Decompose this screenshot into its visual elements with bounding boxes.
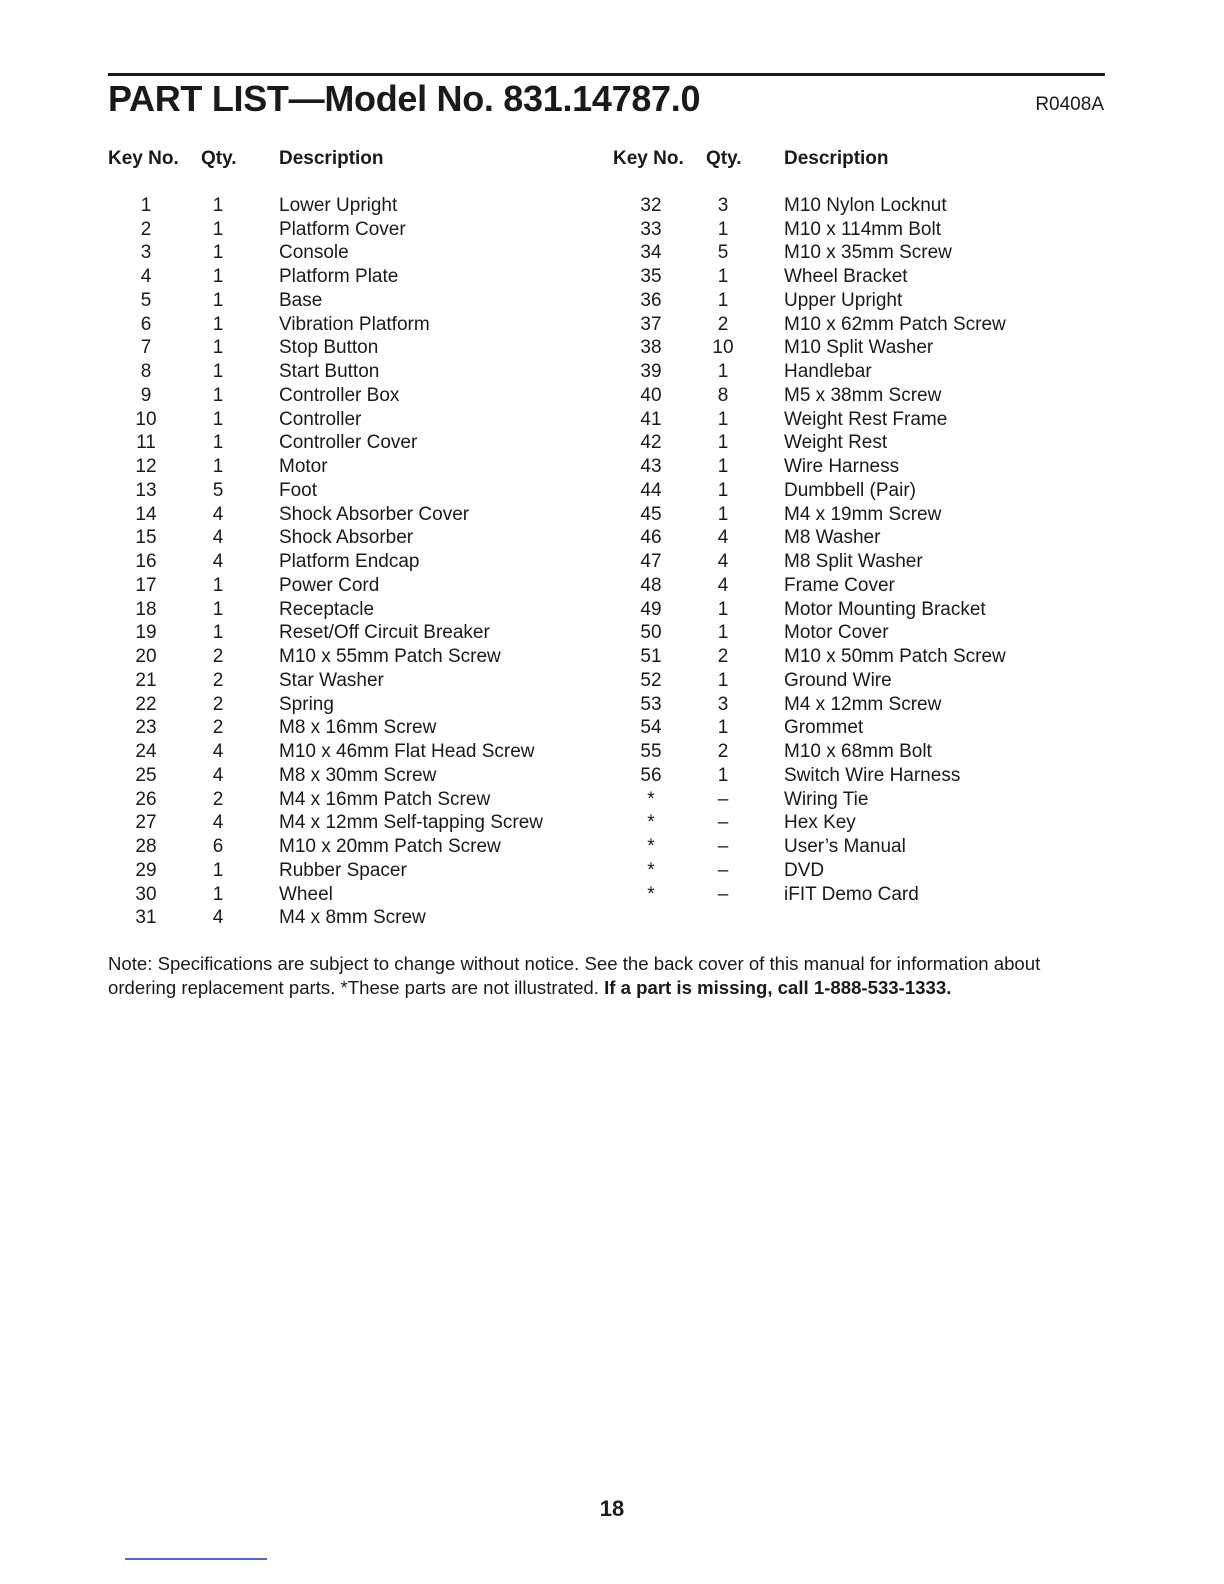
part-description: Grommet [784, 717, 864, 739]
part-row [613, 812, 1103, 836]
header-qty: Qty. [706, 148, 742, 169]
part-description: Controller Box [279, 384, 400, 406]
part-description: Dumbbell (Pair) [784, 479, 916, 501]
part-row [108, 717, 598, 741]
part-qty: 1 [717, 717, 729, 739]
part-key-no: 45 [640, 503, 662, 525]
part-qty: 6 [212, 836, 224, 858]
part-key-no: 39 [640, 361, 662, 383]
header-description: Description [784, 148, 889, 169]
part-description: Hex Key [784, 812, 856, 834]
part-key-no: 26 [135, 788, 157, 810]
part-key-no: 14 [135, 503, 157, 525]
part-description: Foot [279, 479, 318, 501]
part-row [108, 669, 598, 693]
part-key-no: 8 [140, 361, 152, 383]
part-row [613, 242, 1103, 266]
part-key-no: 9 [140, 384, 152, 406]
part-description: Ground Wire [784, 669, 892, 691]
part-qty: 1 [717, 598, 729, 620]
part-row [613, 360, 1103, 384]
part-qty: 2 [717, 741, 729, 763]
column-header [108, 148, 598, 184]
part-key-no: 24 [135, 741, 157, 763]
part-key-no: 36 [640, 289, 662, 311]
part-description: M4 x 12mm Self-tapping Screw [279, 812, 543, 834]
part-qty: 1 [212, 408, 224, 430]
part-row [613, 289, 1103, 313]
part-row [613, 788, 1103, 812]
part-key-no: 37 [640, 313, 662, 335]
part-row [613, 432, 1103, 456]
part-description: Start Button [279, 361, 380, 383]
part-row [613, 194, 1103, 218]
part-description: M8 Split Washer [784, 551, 923, 573]
part-key-no: 30 [135, 883, 157, 905]
part-qty: 4 [212, 907, 224, 929]
part-qty: 4 [717, 551, 729, 573]
part-qty: 5 [717, 242, 729, 264]
part-description: M10 x 46mm Flat Head Screw [279, 741, 535, 763]
part-row [108, 883, 598, 907]
part-qty: 1 [212, 194, 224, 216]
part-description: M10 x 55mm Patch Screw [279, 646, 501, 668]
part-key-no: 41 [640, 408, 662, 430]
part-qty: – [717, 836, 729, 858]
part-row [108, 835, 598, 859]
part-row [613, 550, 1103, 574]
part-key-no: 46 [640, 527, 662, 549]
part-description: Weight Rest Frame [784, 408, 948, 430]
parts-rows-left [108, 194, 598, 930]
part-qty: 1 [212, 218, 224, 240]
part-row [613, 693, 1103, 717]
part-description: M4 x 12mm Screw [784, 693, 942, 715]
part-row [613, 574, 1103, 598]
part-row [108, 313, 598, 337]
part-description: M8 x 30mm Screw [279, 764, 437, 786]
part-qty: 1 [717, 266, 729, 288]
part-key-no: 6 [140, 313, 152, 335]
part-qty: 8 [717, 384, 729, 406]
part-description: Weight Rest [784, 432, 888, 454]
part-key-no: 10 [135, 408, 157, 430]
part-row [108, 360, 598, 384]
part-qty: 3 [717, 194, 729, 216]
part-key-no: 13 [135, 479, 157, 501]
part-row [108, 788, 598, 812]
part-qty: 2 [212, 646, 224, 668]
part-row [613, 598, 1103, 622]
part-key-no: 22 [135, 693, 157, 715]
part-qty: 1 [717, 432, 729, 454]
part-key-no: 28 [135, 836, 157, 858]
part-key-no: * [647, 883, 655, 905]
part-key-no: 7 [140, 337, 152, 359]
page-number: 18 [599, 1496, 625, 1521]
part-key-no: 4 [140, 266, 152, 288]
part-key-no: 18 [135, 598, 157, 620]
part-qty: 1 [212, 432, 224, 454]
part-qty: 1 [717, 503, 729, 525]
part-row [613, 503, 1103, 527]
part-qty: 4 [212, 812, 224, 834]
part-key-no: 44 [640, 479, 662, 501]
part-qty: – [717, 883, 729, 905]
part-row [108, 550, 598, 574]
part-qty: 1 [717, 408, 729, 430]
part-qty: 3 [717, 693, 729, 715]
part-description: M10 Nylon Locknut [784, 194, 947, 216]
part-row [613, 645, 1103, 669]
part-qty: 2 [212, 717, 224, 739]
part-row [613, 669, 1103, 693]
part-key-no: 19 [135, 622, 157, 644]
parts-rows-right [613, 194, 1103, 907]
part-description: Receptacle [279, 598, 375, 620]
part-description: Platform Endcap [279, 551, 420, 573]
part-description: Power Cord [279, 574, 380, 596]
part-key-no: 2 [140, 218, 152, 240]
part-qty: 2 [717, 646, 729, 668]
part-key-no: 50 [640, 622, 662, 644]
part-description: Shock Absorber Cover [279, 503, 470, 525]
part-description: M8 x 16mm Screw [279, 717, 437, 739]
bottom-underline [125, 1558, 267, 1560]
part-qty: 2 [212, 693, 224, 715]
part-qty: 1 [212, 456, 224, 478]
part-qty: 2 [212, 788, 224, 810]
part-row [108, 764, 598, 788]
part-description: Handlebar [784, 361, 872, 383]
part-description: M4 x 16mm Patch Screw [279, 788, 491, 810]
part-description: M10 x 114mm Bolt [784, 218, 941, 240]
part-key-no: 55 [640, 741, 662, 763]
part-qty: 1 [717, 361, 729, 383]
part-key-no: 38 [640, 337, 662, 359]
part-qty: 4 [717, 574, 729, 596]
page-title: PART LIST—Model No. 831.14787.0 [108, 78, 701, 119]
part-description: Controller Cover [279, 432, 418, 454]
part-key-no: 23 [135, 717, 157, 739]
part-key-no: 20 [135, 646, 157, 668]
part-row [108, 265, 598, 289]
part-key-no: 5 [140, 289, 152, 311]
part-row [108, 479, 598, 503]
part-row [613, 835, 1103, 859]
part-description: M10 x 68mm Bolt [784, 741, 932, 763]
part-row [613, 265, 1103, 289]
part-description: M4 x 8mm Screw [279, 907, 426, 929]
header-key-no: Key No. [613, 148, 684, 169]
part-description: Motor [279, 456, 328, 478]
parts-column-left [108, 148, 598, 930]
part-qty: 1 [717, 456, 729, 478]
part-key-no: 34 [640, 242, 662, 264]
part-description: Rubber Spacer [279, 859, 407, 881]
part-qty: 1 [212, 859, 224, 881]
part-row [613, 218, 1103, 242]
header-key-no: Key No. [108, 148, 179, 169]
part-qty: – [717, 859, 729, 881]
part-description: Wire Harness [784, 456, 900, 478]
header-description: Description [279, 148, 384, 169]
part-description: Upper Upright [784, 289, 903, 311]
part-key-no: 49 [640, 598, 662, 620]
part-description: M10 x 20mm Patch Screw [279, 836, 501, 858]
part-qty: 10 [712, 337, 734, 359]
part-description: M4 x 19mm Screw [784, 503, 942, 525]
part-qty: 1 [212, 337, 224, 359]
part-row [613, 384, 1103, 408]
part-key-no: 11 [136, 432, 156, 454]
part-key-no: 17 [135, 574, 157, 596]
part-key-no: 32 [640, 194, 662, 216]
part-description: User’s Manual [784, 836, 906, 858]
part-key-no: 52 [640, 669, 662, 691]
part-row [613, 859, 1103, 883]
part-qty: 1 [717, 218, 729, 240]
part-row [108, 242, 598, 266]
title-rule [108, 73, 1105, 76]
part-description: Stop Button [279, 337, 379, 359]
part-key-no: 33 [640, 218, 662, 240]
part-row [108, 503, 598, 527]
part-row [108, 740, 598, 764]
part-row [108, 598, 598, 622]
part-key-no: 43 [640, 456, 662, 478]
part-key-no: 1 [140, 194, 152, 216]
part-key-no: 15 [135, 527, 157, 549]
part-description: M10 x 62mm Patch Screw [784, 313, 1006, 335]
part-row [613, 740, 1103, 764]
note-paragraph [108, 952, 1108, 1000]
part-key-no: 16 [135, 551, 157, 573]
note-text: Note: Specifications are subject to change without notice. See the back cover of this manual for information about ordering replacement parts. *These parts are not illustrated. [108, 953, 1041, 998]
part-key-no: 56 [640, 764, 662, 786]
part-qty: 4 [212, 527, 224, 549]
part-row [108, 194, 598, 218]
part-qty: – [717, 788, 729, 810]
part-qty: 5 [212, 479, 224, 501]
part-key-no: 31 [135, 907, 157, 929]
part-qty: 1 [717, 289, 729, 311]
part-description: Spring [279, 693, 334, 715]
part-description: Motor Cover [784, 622, 889, 644]
part-row [108, 455, 598, 479]
part-key-no: 3 [140, 242, 152, 264]
part-qty: 1 [212, 622, 224, 644]
part-key-no: 29 [135, 859, 157, 881]
part-description: Switch Wire Harness [784, 764, 961, 786]
part-qty: 1 [212, 289, 224, 311]
part-qty: 4 [212, 764, 224, 786]
part-qty: 1 [717, 669, 729, 691]
part-qty: 1 [212, 384, 224, 406]
part-description: DVD [784, 859, 825, 881]
part-key-no: * [647, 859, 655, 881]
part-row [108, 859, 598, 883]
part-key-no: 47 [640, 551, 662, 573]
part-row [613, 479, 1103, 503]
part-description: M10 x 50mm Patch Screw [784, 646, 1006, 668]
part-description: Console [279, 242, 349, 264]
part-qty: 1 [212, 361, 224, 383]
part-qty: 1 [212, 266, 224, 288]
part-row [613, 337, 1103, 361]
part-row [108, 527, 598, 551]
note-missing-part: If a part is missing, call 1-888-533-1333. [604, 977, 952, 998]
part-key-no: 51 [640, 646, 662, 668]
part-row [108, 622, 598, 646]
part-key-no: 21 [135, 669, 157, 691]
part-description: Star Washer [279, 669, 384, 691]
part-row [108, 812, 598, 836]
part-row [108, 218, 598, 242]
part-row [108, 907, 598, 931]
part-qty: 1 [717, 764, 729, 786]
part-qty: 2 [717, 313, 729, 335]
part-row [613, 313, 1103, 337]
part-row [108, 289, 598, 313]
part-qty: 4 [212, 551, 224, 573]
part-description: Motor Mounting Bracket [784, 598, 986, 620]
part-row [108, 432, 598, 456]
part-qty: 1 [212, 313, 224, 335]
part-description: M10 Split Washer [784, 337, 934, 359]
part-qty: 1 [717, 479, 729, 501]
part-qty: 2 [212, 669, 224, 691]
part-row [108, 693, 598, 717]
part-key-no: * [647, 788, 655, 810]
part-key-no: * [647, 812, 655, 834]
part-row [613, 764, 1103, 788]
part-key-no: 53 [640, 693, 662, 715]
part-row [108, 408, 598, 432]
part-description: Wheel Bracket [784, 266, 908, 288]
part-row [613, 408, 1103, 432]
part-description: Base [279, 289, 323, 311]
part-description: Reset/Off Circuit Breaker [279, 622, 490, 644]
part-key-no: 54 [640, 717, 662, 739]
parts-column-right [613, 148, 1103, 907]
part-qty: 1 [212, 598, 224, 620]
part-row [108, 384, 598, 408]
part-row [613, 455, 1103, 479]
part-row [613, 527, 1103, 551]
part-description: Vibration Platform [279, 313, 430, 335]
column-header [613, 148, 1103, 184]
part-description: Platform Plate [279, 266, 399, 288]
part-key-no: 40 [640, 384, 662, 406]
document-code: R0408A [1035, 94, 1104, 115]
header-qty: Qty. [201, 148, 237, 169]
part-qty: 1 [212, 242, 224, 264]
part-qty: 4 [212, 503, 224, 525]
part-description: M10 x 35mm Screw [784, 242, 952, 264]
part-description: M8 Washer [784, 527, 881, 549]
part-description: Platform Cover [279, 218, 406, 240]
part-key-no: 35 [640, 266, 662, 288]
part-qty: 1 [212, 883, 224, 905]
part-key-no: 25 [135, 764, 157, 786]
part-key-no: * [647, 836, 655, 858]
part-description: Wheel [279, 883, 333, 905]
part-key-no: 42 [640, 432, 662, 454]
part-qty: 4 [717, 527, 729, 549]
part-row [613, 717, 1103, 741]
part-qty: 1 [717, 622, 729, 644]
part-key-no: 12 [135, 456, 157, 478]
part-description: Frame Cover [784, 574, 895, 596]
part-description: Wiring Tie [784, 788, 869, 810]
part-key-no: 48 [640, 574, 662, 596]
part-qty: – [717, 812, 729, 834]
part-description: Lower Upright [279, 194, 398, 216]
part-row [108, 574, 598, 598]
part-description: Shock Absorber [279, 527, 414, 549]
part-qty: 4 [212, 741, 224, 763]
part-qty: 1 [212, 574, 224, 596]
part-row [613, 622, 1103, 646]
part-description: iFIT Demo Card [784, 883, 919, 905]
part-row [108, 337, 598, 361]
part-row [108, 645, 598, 669]
part-description: M5 x 38mm Screw [784, 384, 942, 406]
part-row [613, 883, 1103, 907]
part-key-no: 27 [135, 812, 157, 834]
part-description: Controller [279, 408, 362, 430]
